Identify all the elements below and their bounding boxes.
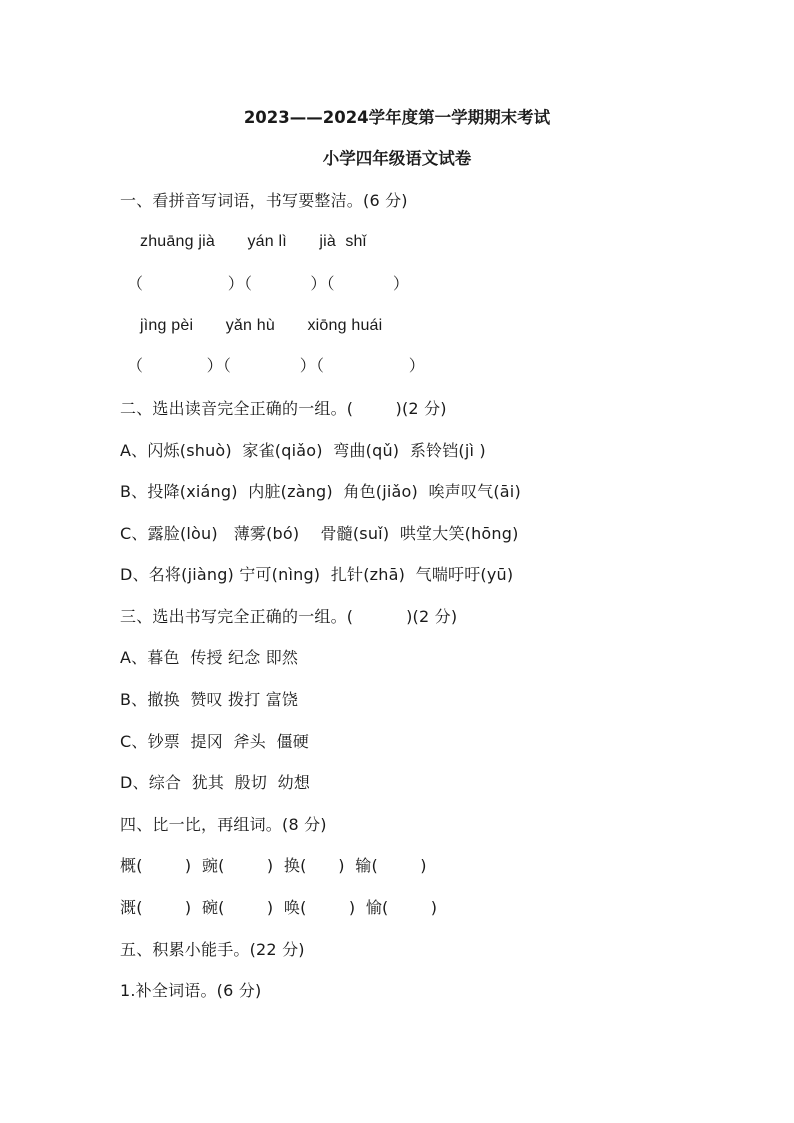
q5-sub1: 1.补全词语。(6 分) [120, 981, 262, 1000]
q2-heading: 二、选出读音完全正确的一组。( )(2 分) [120, 399, 447, 418]
q2-option-b: B、投降(xiáng) 内脏(zàng) 角色(jiǎo) 唉声叹气(āi) [120, 482, 521, 501]
q1-answer-blanks-row1: （ ）（ ）（ ） [127, 274, 410, 293]
q1-answer-blanks-row2: （ ）（ ）（ ） [127, 356, 425, 375]
q1-pinyin-row1: zhuāng jià yán lì jià shǐ [140, 233, 367, 250]
q3-heading: 三、选出书写完全正确的一组。( )(2 分) [120, 607, 458, 626]
q2-option-c: C、露脸(lòu) 薄雾(bó) 骨髓(suǐ) 哄堂大笑(hōng) [120, 524, 519, 543]
q1-heading: 一、看拼音写词语，书写要整洁。(6 分) [120, 191, 408, 210]
q1-pinyin-row2: jìng pèi yǎn hù xiōng huái [140, 317, 383, 334]
q4-row2: 溉( ) 碗( ) 唤( ) 愉( ) [120, 898, 438, 917]
q5-heading: 五、积累小能手。(22 分) [120, 940, 305, 959]
q2-option-d: D、名将(jiàng) 宁可(nìng) 扎针(zhā) 气喘吁吁(yū) [120, 565, 514, 584]
q3-option-c: C、钞票 提冈 斧头 僵硬 [120, 732, 309, 751]
exam-subtitle: 小学四年级语文试卷 [322, 149, 472, 168]
q4-row1: 概( ) 豌( ) 换( ) 输( ) [120, 856, 427, 875]
q4-heading: 四、比一比，再组词。(8 分) [120, 815, 327, 834]
exam-title: 2023——2024学年度第一学期期末考试 [243, 108, 551, 127]
q3-option-b: B、撤换 赞叹 拨打 富饶 [120, 690, 299, 709]
q3-option-a: A、暮色 传授 纪念 即然 [120, 648, 299, 667]
q2-option-a: A、闪烁(shuò) 家雀(qiǎo) 弯曲(qǔ) 系铃铛(jì ) [120, 441, 486, 460]
q3-option-d: D、综合 犹其 殷切 幼想 [120, 773, 311, 792]
